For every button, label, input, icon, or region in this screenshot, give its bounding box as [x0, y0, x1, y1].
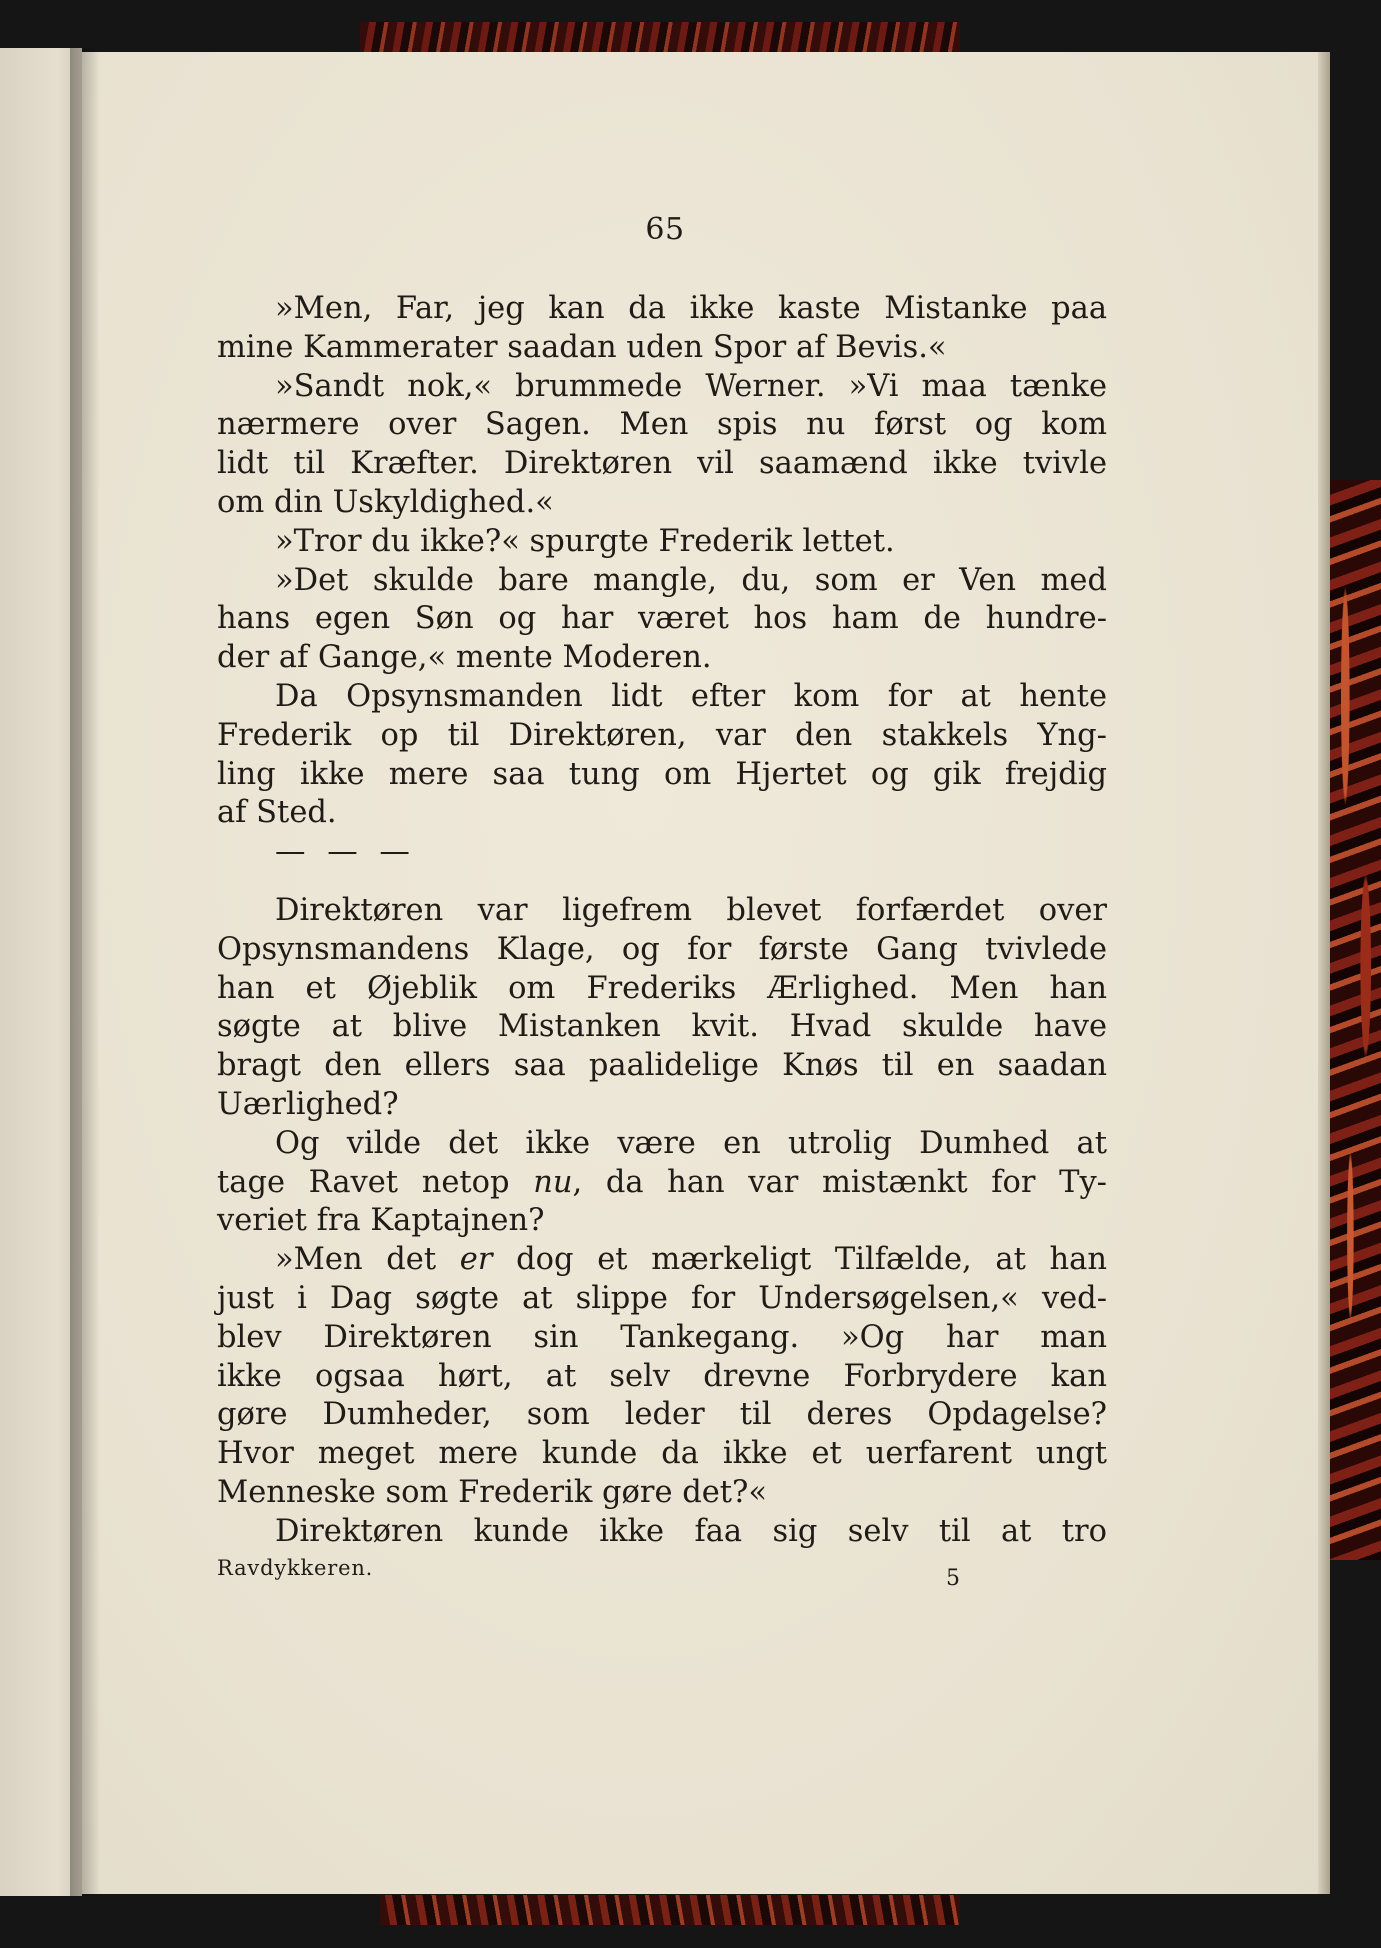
text-line: just i Dag søgte at slippe for Undersøgelsen,« ved- — [217, 1280, 1107, 1316]
text-line: bragt den ellers saa paalidelige Knøs til en saadan — [217, 1048, 1107, 1084]
text-line: der af Gange,« mente Moderen. — [217, 640, 712, 676]
signature-mark: Ravdykkeren. — [217, 1556, 374, 1580]
gutter-shadow — [70, 48, 100, 1896]
text-line: Da Opsynsmanden lidt efter kom for at hente — [275, 678, 1107, 714]
page-number: 65 — [645, 212, 685, 247]
text-line: Uærlighed? — [217, 1086, 399, 1122]
divider-gap — [217, 872, 1107, 892]
text-line: »Det skulde bare mangle, du, som er Ven med — [275, 562, 1107, 598]
marbled-cover-right — [1330, 480, 1381, 1560]
section-divider: — — — — [275, 834, 416, 870]
text-line: lidt til Kræfter. Direktøren vil saamænd ikke tvivle — [217, 446, 1107, 482]
page-fore-edge — [1318, 52, 1330, 1894]
italic-emphasis: er — [459, 1242, 493, 1278]
text-section-2 — [217, 892, 1107, 1552]
text-line: ling ikke mere saa tung om Hjertet og gik frejdig — [217, 756, 1107, 792]
text-line: mine Kammerater saadan uden Spor af Bevis.« — [217, 329, 947, 365]
text-line — [217, 1241, 1107, 1280]
text-line: »Men, Far, jeg kan da ikke kaste Mistanke paa — [275, 291, 1107, 326]
sheet-number: 5 — [946, 1566, 960, 1591]
italic-emphasis: nu — [533, 1164, 573, 1200]
text-line: om din Uskyldighed.« — [217, 484, 554, 520]
text-line — [217, 1164, 1107, 1203]
text-line: ikke ogsaa hørt, at selv drevne Forbrydere kan — [217, 1358, 1107, 1394]
text-fragment: tage Ravet netop — [217, 1164, 534, 1200]
text-line: Direktøren var ligefrem blevet forfærdet over — [275, 892, 1107, 928]
text-line: gøre Dumheder, som leder til deres Opdagelse? — [217, 1397, 1107, 1433]
text-line: blev Direktøren sin Tankegang. »Og har man — [217, 1319, 1107, 1355]
text-line: søgte at blive Mistanken kvit. Hvad skulde have — [217, 1009, 1107, 1045]
text-line: veriet fra Kaptajnen? — [217, 1203, 545, 1239]
marbled-cover-top — [360, 22, 960, 52]
text-line: af Sted. — [217, 795, 337, 831]
page-body — [217, 290, 1107, 1552]
text-fragment: , da han var mistænkt for Ty- — [572, 1164, 1107, 1200]
text-line: Direktøren kunde ikke faa sig selv til at tro — [275, 1513, 1107, 1549]
text-fragment: »Men det — [275, 1242, 460, 1278]
text-line: Hvor meget mere kunde da ikke et uerfarent ungt — [217, 1436, 1107, 1472]
text-line: »Sandt nok,« brummede Werner. »Vi maa tænke — [275, 368, 1107, 404]
text-line: Frederik op til Direktøren, var den stakkels Yng- — [217, 717, 1107, 753]
text-line: hans egen Søn og har været hos ham de hundre- — [217, 601, 1107, 637]
text-line: Og vilde det ikke være en utrolig Dumhed at — [275, 1125, 1107, 1161]
marbled-cover-bottom — [380, 1895, 960, 1925]
text-fragment: dog et mærkeligt Tilfælde, at han — [492, 1242, 1108, 1278]
text-line: »Tror du ikke?« spurgte Frederik lettet. — [275, 523, 895, 559]
text-line: han et Øjeblik om Frederiks Ærlighed. Men han — [217, 970, 1107, 1006]
text-line: nærmere over Sagen. Men spis nu først og kom — [217, 407, 1107, 443]
text-section-1 — [217, 290, 1107, 833]
text-line: Menneske som Frederik gøre det?« — [217, 1474, 768, 1510]
text-line: Opsynsmandens Klage, og for første Gang tvivlede — [217, 931, 1107, 967]
